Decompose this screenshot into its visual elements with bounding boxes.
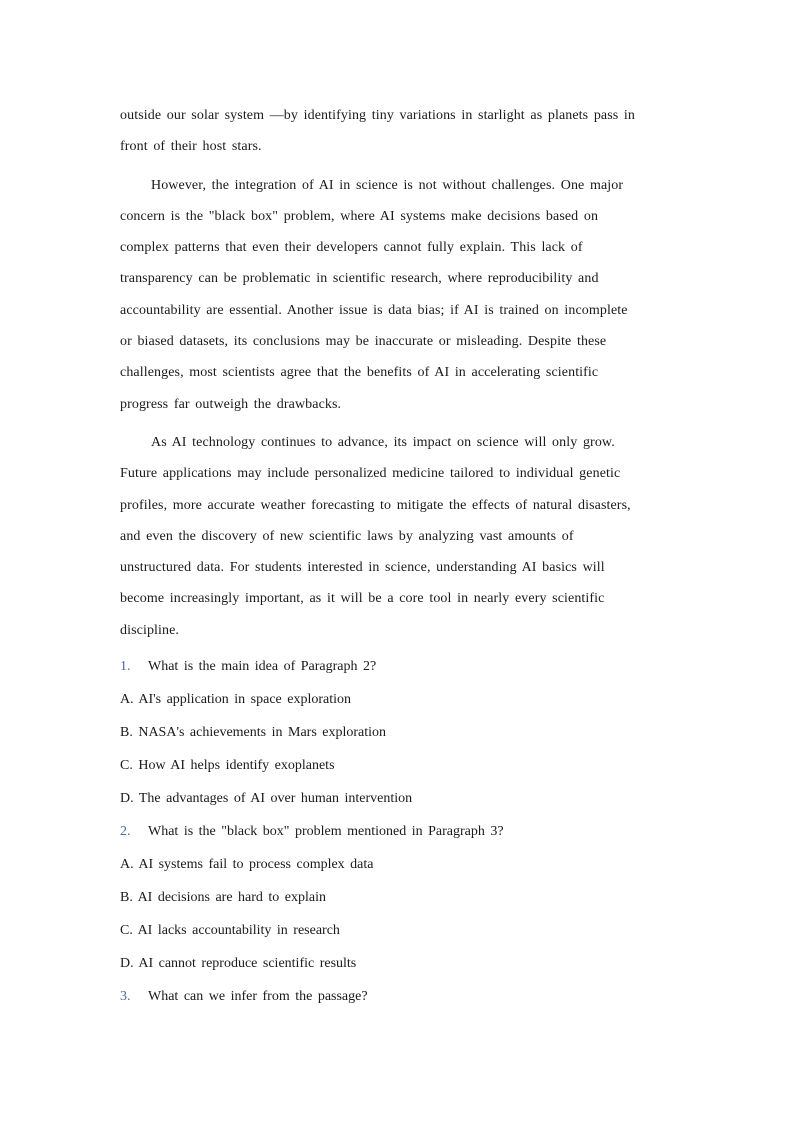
answer-option: A. AI systems fail to process complex data [120, 857, 374, 873]
answer-option: B. AI decisions are hard to explain [120, 890, 327, 906]
text-line: outside our solar system —by identifying tiny variations in starlight as planets pass in [120, 108, 636, 123]
text-line: complex patterns that even their developers cannot fully explain. This lack of [120, 240, 583, 256]
text-line: discipline. [120, 622, 180, 638]
answer-option: D. The advantages of AI over human intervention [120, 791, 413, 807]
text-line: and even the discovery of new scientific laws by analyzing vast amounts of [120, 528, 574, 544]
question-2 [120, 815, 680, 980]
text-line: become increasingly important, as it will be a core tool in nearly every scientific [120, 591, 605, 607]
text-line: challenges, most scientists agree that the benefits of AI in accelerating scientific [120, 365, 599, 381]
answer-option: C. AI lacks accountability in research [120, 923, 340, 939]
question-text: What is the main idea of Paragraph 2? [148, 659, 377, 675]
text-line: Future applications may include personalized medicine tailored to individual genetic [120, 466, 621, 482]
text-line: profiles, more accurate weather forecasting to mitigate the effects of natural disasters, [120, 497, 631, 513]
paragraph-3 [120, 427, 680, 646]
text-line: unstructured data. For students interested in science, understanding AI basics will [120, 560, 605, 576]
text-line: concern is the "black box" problem, where AI systems make decisions based on [120, 208, 599, 224]
text-line: front of their host stars. [120, 139, 262, 155]
answer-option: D. AI cannot reproduce scientific results [120, 956, 357, 972]
text-line: However, the integration of AI in science is not without challenges. One major [151, 177, 624, 193]
document-page [120, 100, 680, 1013]
question-3 [120, 980, 680, 1013]
question-stem [120, 980, 680, 1013]
question-stem [120, 650, 680, 683]
question-text: What can we infer from the passage? [148, 989, 368, 1005]
paragraph-2 [120, 170, 680, 420]
question-stem [120, 815, 680, 848]
question-text: What is the "black box" problem mentioned in Paragraph 3? [148, 824, 504, 840]
text-line: transparency can be problematic in scientific research, where reproducibility and [120, 271, 599, 287]
answer-option: B. NASA's achievements in Mars exploration [120, 725, 387, 741]
paragraph-1 [120, 100, 680, 163]
text-line: or biased datasets, its conclusions may be inaccurate or misleading. Despite these [120, 334, 607, 350]
text-line: progress far outweigh the drawbacks. [120, 396, 342, 412]
answer-option: C. How AI helps identify exoplanets [120, 758, 335, 774]
answer-option: A. AI's application in space exploration [120, 692, 352, 708]
question-number: 3. [120, 989, 131, 1005]
question-number: 1. [120, 659, 131, 675]
question-number: 2. [120, 824, 131, 840]
question-1 [120, 650, 680, 815]
text-line: As AI technology continues to advance, its impact on science will only grow. [151, 434, 615, 450]
text-line: accountability are essential. Another issue is data bias; if AI is trained on incomplete [120, 302, 628, 318]
